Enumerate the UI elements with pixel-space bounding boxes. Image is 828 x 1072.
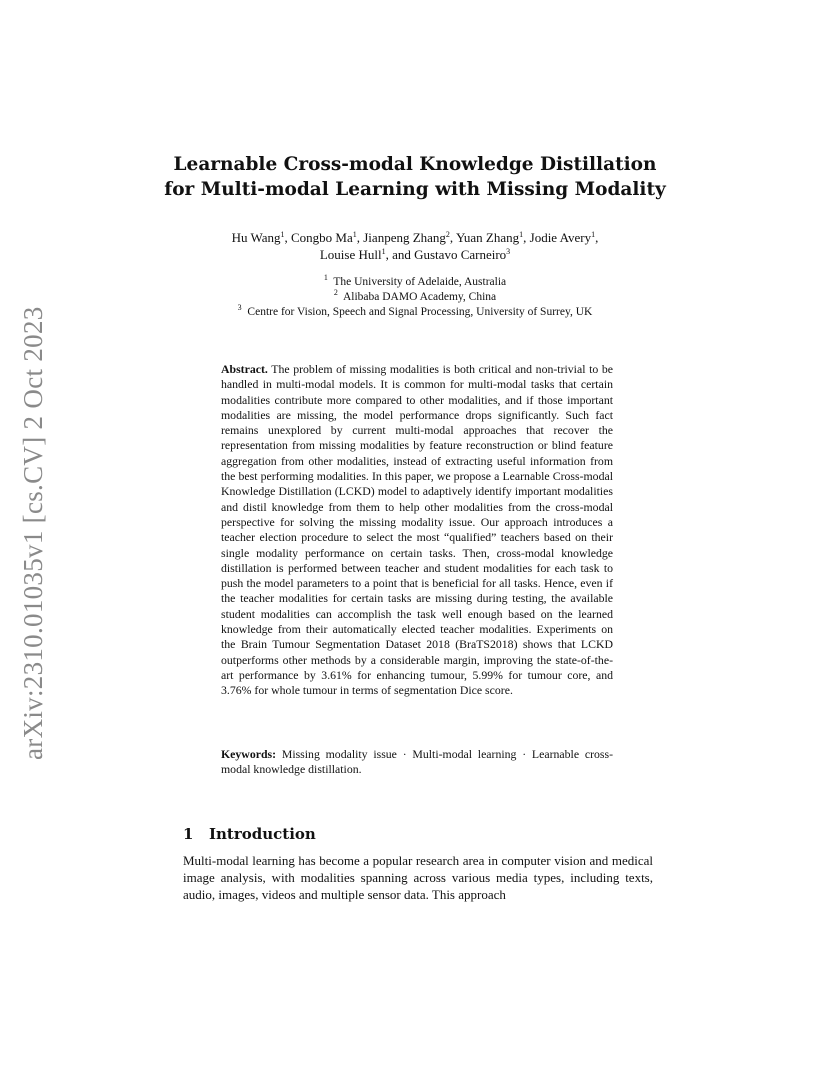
paper-title-line-1: Learnable Cross-modal Knowledge Distillation [173, 154, 657, 175]
keywords-text: Missing modality issue · Multi-modal learning · Learnable cross-modal knowledge distillation. [221, 747, 614, 777]
author-separator: , [356, 230, 364, 245]
author-separator: , and [385, 247, 415, 262]
author-separator: , [449, 230, 456, 245]
abstract-text: The problem of missing modalities is both critical and non-trivial to be handled in multi-modal models. It is common for multi-modal tasks that certain modalities contribute more compared to other modalities, and if those important modalities are missing, the model performance drops significantly. Such fact remains unexplored by current multi-modal approaches that recover the representation from missing modalities by feature reconstruction or blind feature aggregation from other modalities, instead of extracting useful information from the best performing modalities. In this paper, we propose a Learnable Cross-modal Knowledge Distillation (LCKD) model to adaptively identify important modalities and distil knowledge from them to help other modalities from the cross-modal perspective for solving the missing modality issue. Our approach introduces a teacher election procedure to select the most “qualified” teachers based on their single modality performance on certain tasks. Then, cross-modal knowledge distillation is performed between teacher and student modalities for each task to push the model parameters to a point that is beneficial for all tasks. Hence, even if the teacher modalities for certain tasks are missing during testing, the available student modalities can accomplish the task well enough based on the learned knowledge from their automatically elected teacher modalities. Experiments on the Brain Tumour Segmentation Dataset 2018 (BraTS2018) shows that LCKD outperforms other methods by a considerable margin, improving the state-of-the-art performance by 3.61% for enhancing tumour, 5.99% for tumour core, and 3.76% for whole tumour in terms of segmentation Dice score. [221, 362, 613, 698]
author-affiliation-mark: 1 [381, 247, 386, 256]
author-separator: , [523, 230, 530, 245]
affiliation-mark: 3 [237, 303, 242, 312]
author-name: Jodie Avery [529, 230, 592, 245]
arxiv-identifier-text: arXiv:2310.01035v1 [cs.CV] 2 Oct 2023 [18, 306, 48, 760]
author-name: Hu Wang [231, 230, 281, 245]
affiliation-name: The University of Adelaide, Australia [333, 276, 507, 288]
author-list [120, 229, 710, 263]
affiliation-list [120, 275, 710, 320]
abstract [221, 362, 613, 699]
abstract-label: Abstract. [221, 362, 268, 376]
affiliation-item [120, 305, 710, 320]
affiliation-item [120, 275, 710, 290]
paper-title [120, 152, 710, 202]
author-name: Jianpeng Zhang [363, 230, 446, 245]
section-heading [183, 824, 316, 844]
affiliation-name: Centre for Vision, Speech and Signal Processing, University of Surrey, UK [247, 306, 593, 318]
author-name: Yuan Zhang [455, 230, 520, 245]
author-separator: , [595, 230, 599, 245]
author-line-2 [120, 246, 710, 263]
author-line-1 [120, 229, 710, 246]
paper-title-line-2: for Multi-modal Learning with Missing Modality [164, 179, 666, 200]
keywords [221, 747, 613, 778]
keywords-label: Keywords: [221, 747, 277, 761]
section-number: 1 [183, 825, 194, 843]
author-affiliation-mark: 1 [519, 230, 524, 239]
author-affiliation-mark: 1 [352, 230, 357, 239]
author-separator: , [284, 230, 291, 245]
author-affiliation-mark: 2 [445, 230, 450, 239]
affiliation-mark: 1 [323, 273, 328, 282]
intro-paragraph: Multi-modal learning has become a popular research area in computer vision and medical image analysis, with modalities spanning across various media types, including texts, audio, images, videos and multiple sensor data. This approach [183, 853, 653, 902]
author-name: Gustavo Carneiro [414, 247, 507, 262]
affiliation-item [120, 290, 710, 305]
affiliation-name: Alibaba DAMO Academy, China [342, 291, 497, 303]
affiliation-mark: 2 [333, 288, 338, 297]
author-name: Congbo Ma [291, 230, 353, 245]
section-title: Introduction [209, 825, 316, 843]
author-affiliation-mark: 1 [591, 230, 596, 239]
author-affiliation-mark: 1 [280, 230, 285, 239]
author-affiliation-mark: 3 [506, 247, 511, 256]
author-name: Louise Hull [319, 247, 382, 262]
